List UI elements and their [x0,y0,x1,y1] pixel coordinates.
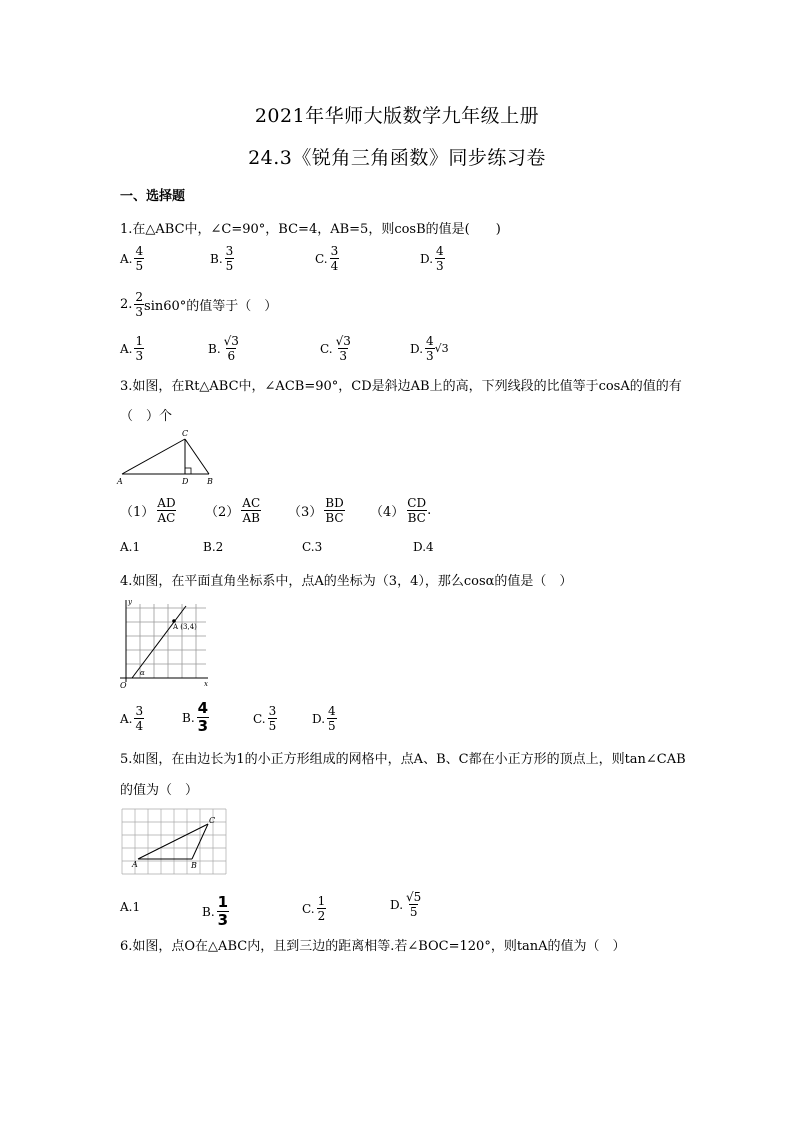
q2-option-c: C. $\frac{√3}{3}$ [320,334,351,363]
q2-option-b: B. $\frac{√3}{6}$ [208,334,239,363]
q3-label-c: C [182,429,189,438]
question-1-stem: 1.在△ABC中，∠C=90°，BC=4，AB=5，则cosB的值是( ) [120,222,501,237]
title-line-2: 24.3《锐角三角函数》同步练习卷 [248,147,546,169]
question-2-stem: 2. $\frac{2}{3}$ sin60°的值等于（ ） [120,290,278,319]
q3-ratio-3: （3） $\frac{BD}{BC}$ [288,496,344,525]
title-line-1: 2021年华师大版数学九年级上册 [254,105,540,127]
q2-option-d: D. $\frac{4}{3}$ √3 [410,334,449,363]
q3-option-d: D.4 [413,540,434,554]
q3-option-b: B.2 [203,540,224,554]
q5-option-b: B. $\frac{1}{3}$ [202,893,229,929]
q4-coordinate-figure [116,596,212,692]
q1-option-d: D. $\frac{4}{3}$ [420,244,444,273]
q4-label-y: y [128,598,132,606]
q5-label-a: A [132,860,138,869]
question-6-stem: 6.如图，点O在△ABC内，且到三边的距离相等.若∠BOC=120°，则tanA的值为（ ） [120,939,626,954]
q2-option-a: A. $\frac{1}{3}$ [120,334,144,363]
q3-label-b: B [207,477,213,486]
question-4-stem: 4.如图，在平面直角坐标系中，点A的坐标为（3，4），那么cosα的值是（ ） [120,574,573,589]
q3-ratio-1: （1） $\frac{AD}{AC}$ [120,496,176,525]
q4-label-point: A (3,4) [173,623,197,631]
section-heading: 一、选择题 [120,189,186,204]
q4-label-o: O [120,681,127,690]
question-5-stem: 5.如图，在由边长为1的小正方形组成的网格中，点A、B、C都在小正方形的顶点上，则tan∠CAB [120,752,686,767]
q1-option-c: C. $\frac{3}{4}$ [315,244,339,273]
q5-option-c: C. $\frac{1}{2}$ [302,894,326,923]
q5-label-c: C [209,816,216,825]
q5-label-b: B [191,861,197,870]
q5-grid-figure [120,806,230,878]
q3-ratio-4: （4） $\frac{CD}{BC}$ . [370,496,432,525]
q3-option-a: A.1 [120,540,141,554]
q5-option-a: A.1 [120,900,141,914]
q4-label-x: x [204,680,208,688]
q4-label-alpha: α [140,669,145,677]
q4-option-d: D. $\frac{4}{5}$ [312,704,336,733]
question-3-stem: 3.如图，在Rt△ABC中，∠ACB=90°，CD是斜边AB上的高，下列线段的比值等于cosA的值的有 [120,379,682,394]
q4-option-a: A. $\frac{3}{4}$ [120,704,144,733]
q1-option-b: B. $\frac{3}{5}$ [210,244,234,273]
q3-label-d: D [182,477,189,486]
q4-option-c: C. $\frac{3}{5}$ [253,704,277,733]
q1-option-a: A. $\frac{4}{5}$ [120,244,144,273]
q3-ratio-2: （2） $\frac{AC}{AB}$ [205,496,261,525]
q4-option-b: B. $\frac{4}{3}$ [182,699,209,735]
question-3-stem-2: （ ）个 [120,409,173,424]
q3-option-c: C.3 [302,540,323,554]
q3-label-a: A [117,477,123,486]
q5-option-d: D. $\frac{√5}{5}$ [390,890,422,919]
q3-triangle-figure [116,428,220,486]
question-5-stem-2: 的值为（ ） [120,783,199,798]
